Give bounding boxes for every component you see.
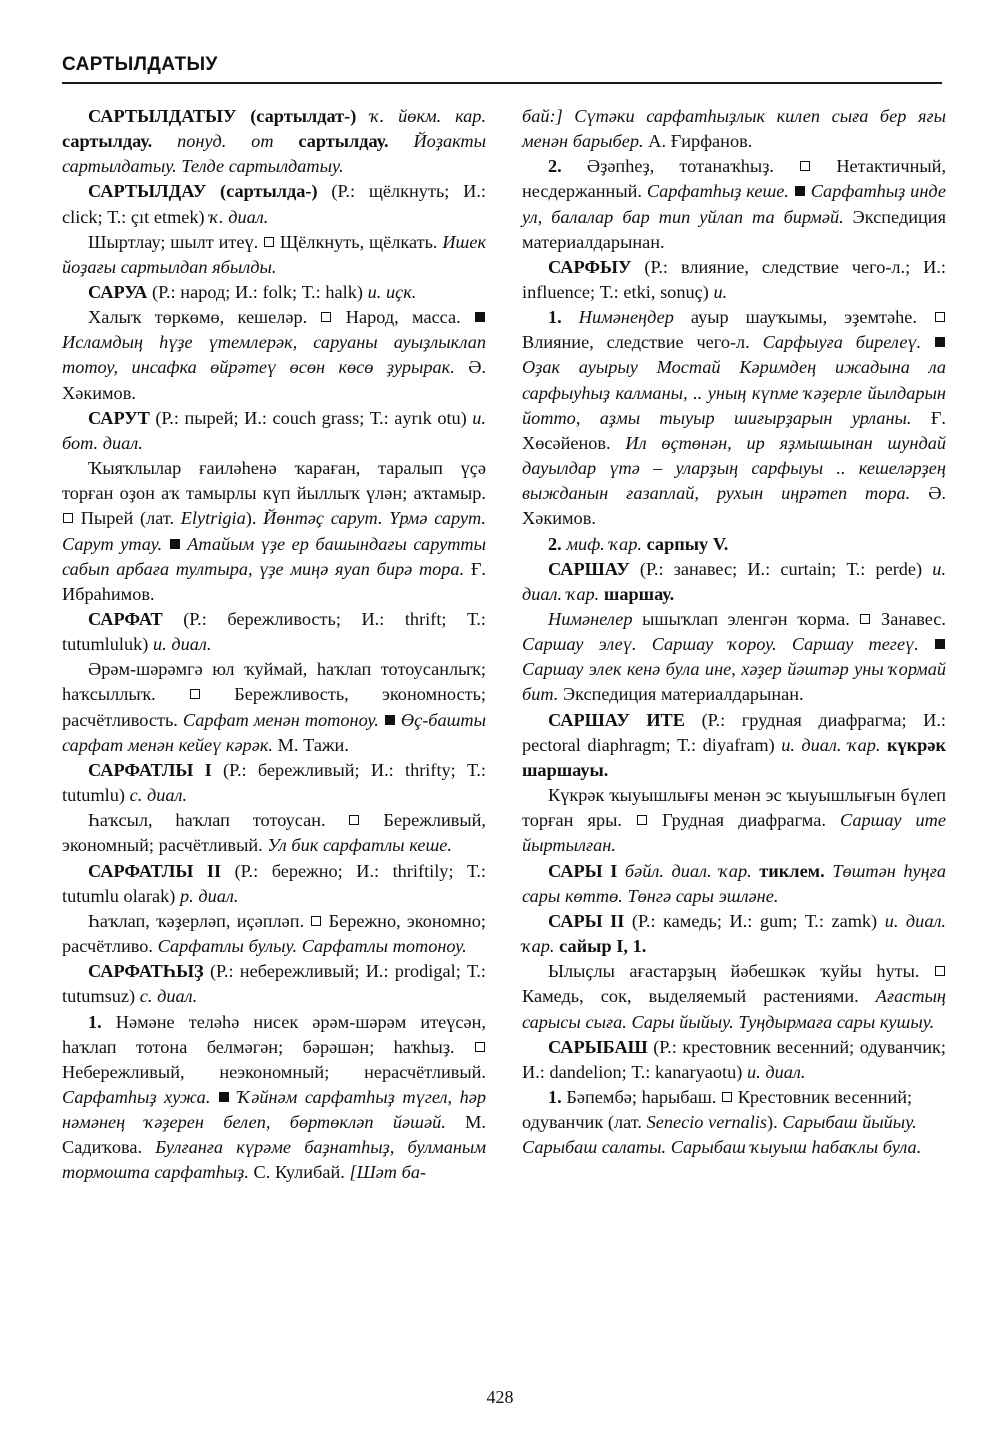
headword: САРТЫЛДАТЫУ: [88, 105, 237, 126]
headword: САРУА: [88, 281, 148, 302]
sense-number: 1.: [548, 307, 562, 328]
gloss: (Р.: камедь; И.: gum; Т.: zamk): [631, 910, 878, 931]
open-square-marker-icon: [264, 237, 274, 247]
gloss: (Р.: бережно; И.: thriftily; Т.: tutumlu olarak): [62, 860, 487, 906]
entry-sarfatly-2-def: Һаҡлап, ҡәҙерләп, иҫәпләп. Бережно, экономно; расчётливо. Сарфатлы булыу. Сарфатлы тотоноу.: [62, 910, 487, 957]
entry-sary-1: [522, 859, 946, 909]
gloss: (Р.: щёлкнуть; И.: click; Т.: çıt etmek): [62, 181, 486, 227]
labels: ҡ. йөкм.: [370, 105, 442, 126]
entry-sarut-head: [62, 406, 486, 456]
open-square-marker-icon: [63, 513, 73, 523]
entry-sarybash-head: [522, 1035, 946, 1085]
entry-sarfatly-1-head: [62, 758, 486, 808]
headword: САРУТ: [88, 407, 150, 428]
headword: САРЫ I: [548, 860, 618, 881]
page-number: 428: [486, 1387, 514, 1407]
examples: Төштән һуңға сары көттө. Төнгә сары эшләне.: [522, 860, 946, 906]
cross-reference: тиклем.: [759, 860, 825, 881]
left-column: [62, 104, 486, 1186]
open-square-marker-icon: [860, 614, 870, 624]
open-square-marker-icon: [935, 966, 945, 976]
headword: САРФАТЛЫ II: [88, 860, 222, 881]
entry-sarybash-sense1: [522, 1085, 946, 1160]
gloss: (Р.: бережливый; И.: thrifty; Т.: tutumlu): [62, 759, 487, 806]
entry-sarfathyz-sense1: [62, 1010, 486, 1186]
entry-sarfathyz-continuation: бай:] Сүтәки сарфатһыҙлык килеп сыға бер яғы менән барыбер. А. Ғирфанов.: [522, 105, 946, 152]
entry-sartyldau-head: [62, 179, 486, 229]
two-column-body: [62, 104, 947, 1186]
grammar-form: (сартылда-): [220, 181, 318, 202]
entry-sarfyu-sense1: [522, 305, 946, 531]
right-column: [522, 104, 946, 1161]
filled-square-marker-icon: [385, 715, 395, 725]
gloss: (Р.: небережливый; И.: prodigal; Т.: tutumsuz): [62, 961, 487, 1007]
gloss: (Р.: занавес; И.: curtain; Т.: perde): [639, 558, 923, 579]
gloss: (Р.: влияние, следствие чего-л.; И.: influence; Т.: etki, sonuç): [522, 256, 946, 302]
open-square-marker-icon: [311, 916, 321, 926]
header-rule: [62, 82, 942, 84]
sense-body: Нимәнеңдер ауыр шауҡымы, эҙемтәһе. Влияние, следствие чего-л. Сарфыуға бирелеү. Оҙак ауырыу Мостай Кәримдең ижадына ла сарфыуһыҙ калманы, .. уның күпме ҡәҙерле йылдарын йотто, аҙмы тыуыр шиғырҙарын урланы. Ғ. Хөсәйенов. Ил өçтөнән, ир яҙмышынан шундай дауылдар үтә – уларҙың сарфыуы .. кешеләрҙең выжданын ғазаплай, рухын иңрәтеп тора. Ә. Хәкимов.: [522, 307, 946, 529]
sense-number: 1.: [548, 1086, 562, 1107]
open-square-marker-icon: [475, 1042, 485, 1052]
open-square-marker-icon: [637, 815, 647, 825]
headword: САРШАУ ИТЕ: [548, 709, 685, 730]
entry-sarfatly-1-def: Һаҡсыл, һаҡлап тотоусан. Бережливый, экономный; расчётливый. Ул бик сарфатлы кеше.: [62, 810, 487, 856]
sense-body: Бәпембә; һарыбаш. Крестовник весенний; одуванчик (лат. Senecio vernalis). Сарыбаш йыйыу. Сарыбаш салаты. Сарыбаш ҡыуыш һабаҡлы була.: [522, 1086, 922, 1158]
filled-square-marker-icon: [475, 312, 485, 322]
running-head: САРТЫЛДАТЫУ: [62, 54, 218, 75]
labels: и. диал. ҡар.: [781, 734, 881, 755]
entry-sarfyu-head: [522, 255, 946, 305]
open-square-marker-icon: [349, 815, 359, 825]
entry-sarfat-def: Әрәм-шәрәмгә юл ҡуймай, һаҡлап тотоусанлыҡ; һаҡсыллыҡ. Бережливость, экономность; расчётливость. Сарфат менән тотоноу. Өç-башты сарфат менән кейеү кәрәк. М. Тажи.: [62, 659, 487, 755]
filled-square-marker-icon: [170, 539, 180, 549]
labels: р. диал.: [180, 885, 239, 906]
sense-body: Әҙәпһеҙ, тотанаҡһыҙ. Нетактичный, несдержанный. Сарфатһыҙ кеше. Сарфатһыҙ инде ул, балалар бар тип уйлап та бирмәй. Экспедиция материалдарынан.: [522, 156, 947, 252]
entry-sarfatly-2-head: [62, 859, 486, 909]
entry-sartyldatyu: [62, 104, 486, 179]
labels: и. диал. ҡар.: [522, 558, 947, 604]
headword: САРЫБАШ: [548, 1036, 648, 1057]
sense-body: миф. ҡар. сарпыу V.: [566, 533, 729, 554]
headword: САРФАТ: [88, 609, 163, 630]
entry-sary-2-head: [522, 909, 946, 959]
labels: и. бот. диал.: [62, 407, 486, 453]
headword: САРФАТҺЫҘ: [88, 961, 204, 982]
labels: и. диал. ҡар.: [522, 910, 946, 957]
entry-sartyldau-def: Шыртлау; шылт итеү. Щёлкнуть, щёлкать. Ишек йоҙағы сартылдап ябылды.: [62, 231, 486, 277]
headword: САРФАТЛЫ I: [88, 759, 212, 780]
entry-sarua-def: Халыҡ төркөмө, кешеләр. Народ, масса. Исламдың һүҙе үтемлерәк, саруаны ауыҙлыклап тотоу, инсафка өйрәтеү өсөн көсө ҙурырак. Ә. Хәкимов.: [62, 307, 486, 403]
gloss: (Р.: бережливость; И.: thrift; Т.: tutumluluk): [62, 609, 487, 655]
filled-square-marker-icon: [935, 639, 945, 649]
sense-number: 2.: [548, 533, 562, 554]
headword: САРТЫЛДАУ: [88, 181, 207, 202]
headword: САРФЫУ: [548, 256, 632, 277]
open-square-marker-icon: [321, 312, 331, 322]
cross-reference: сайыр I, 1.: [559, 936, 647, 957]
entry-sarshau-head: [522, 557, 946, 607]
sense-number: 2.: [548, 156, 562, 177]
filled-square-marker-icon: [795, 186, 805, 196]
cross-reference: күкрәк шаршауы.: [522, 734, 946, 780]
labels: и.: [713, 281, 728, 302]
labels: и. иҫк.: [367, 281, 417, 302]
entry-sarua-head: [62, 280, 486, 305]
gloss: (Р.: пырей; И.: couch grass; Т.: ayrık otu): [155, 407, 467, 428]
entry-sarut-def: Ҡыяҡлылар ғаиләһенә ҡараған, таралып үҫә торған оҙон аҡ тамырлы күп йыллыҡ үлән; аҡтамыр. Пырей (лат. Elytrigia). Йөнтәҫ сарут. Үрмә сарут. Сарут утау. Атайым үҙе ер башындағы сарутты сабып арбаға тултыра, үҙе миңә яуап бирә тора. Ғ. Ибраһимов.: [62, 458, 486, 604]
entry-body: кар. сартылдау. понуд. от сартылдау. Йоҙакты сартылдатыу. Телде сартылдатыу.: [62, 105, 487, 177]
labels: с. диал.: [129, 785, 188, 806]
entry-sarfyu-sense2: [522, 532, 946, 557]
labels: бәйл. диал. ҡар.: [624, 860, 752, 881]
headword: САРЫ II: [548, 910, 625, 931]
entry-sarshau-ite-def: Күкрәк ҡыуышлығы менән эс ҡыуышлығын бүлеп торған яры. Грудная диафрагма. Саршау ите йыртылған.: [522, 785, 947, 856]
labels: и. диал.: [153, 634, 212, 655]
entry-sarfathyz-sense2: [522, 154, 946, 255]
labels: ҡ. диал.: [209, 206, 269, 227]
filled-square-marker-icon: [935, 337, 945, 347]
open-square-marker-icon: [190, 689, 200, 699]
entry-sarshau-ite-head: [522, 708, 946, 783]
open-square-marker-icon: [722, 1092, 732, 1102]
open-square-marker-icon: [800, 161, 810, 171]
entry-sarshau-def: Нимәнелер ышыҡлап эленгән ҡорма. Занавес. Саршау элеү. Саршау ҡороу. Саршау тегеү. Саршау элек кенә була ине, хәҙер йәштәр уны ҡормай бит. Экспедиция материалдарынан.: [522, 609, 946, 705]
open-square-marker-icon: [935, 312, 945, 322]
cross-reference: шаршау.: [603, 583, 675, 604]
entry-sarfathyz-head: [62, 959, 486, 1009]
sense-number: 1.: [88, 1011, 102, 1032]
entry-sarfat-head: [62, 607, 486, 657]
gloss: (Р.: народ; И.: folk; Т.: halk): [152, 281, 363, 302]
labels: и. диал.: [747, 1061, 806, 1082]
labels: с. диал.: [139, 986, 198, 1007]
gloss: (Р.: крестовник весенний; одуванчик; И.: dandelion; Т.: kanaryaotu): [522, 1036, 946, 1082]
grammar-form: (сартылдат-): [250, 105, 357, 126]
sense-body: Нәмәне теләһә нисек әрәм-шәрәм итеүсән, һаҡлап тотона белмәгән; бәрәшән; һаҡһыҙ. Небережливый, неэкономный; нерасчётливый. Сарфатһыҙ хужа. Ҡәйнәм сарфатһыҙ түгел, һәр нәмәнең ҡәҙерен белеп, бөртөкләп йәшәй. М. Садиҡова. Булғанға күрәме баҙнатһыҙ, булманым тормошта сарфатһыҙ. С. Кулибай. [Шәт ба-: [62, 1011, 487, 1183]
gloss: (Р.: грудная диафрагма; И.: pectoral diaphragm; Т.: diyafram): [522, 709, 947, 755]
filled-square-marker-icon: [219, 1092, 229, 1102]
headword: САРШАУ: [548, 558, 630, 579]
entry-sary-2-def: Ылыҫлы ағастарҙың йәбешкәк ҡуйы һуты. Камедь, сок, выделяемый растениями. Ағастың сарысы сыға. Сары йыйыу. Туңдырмаға сары кушыу.: [522, 961, 946, 1032]
